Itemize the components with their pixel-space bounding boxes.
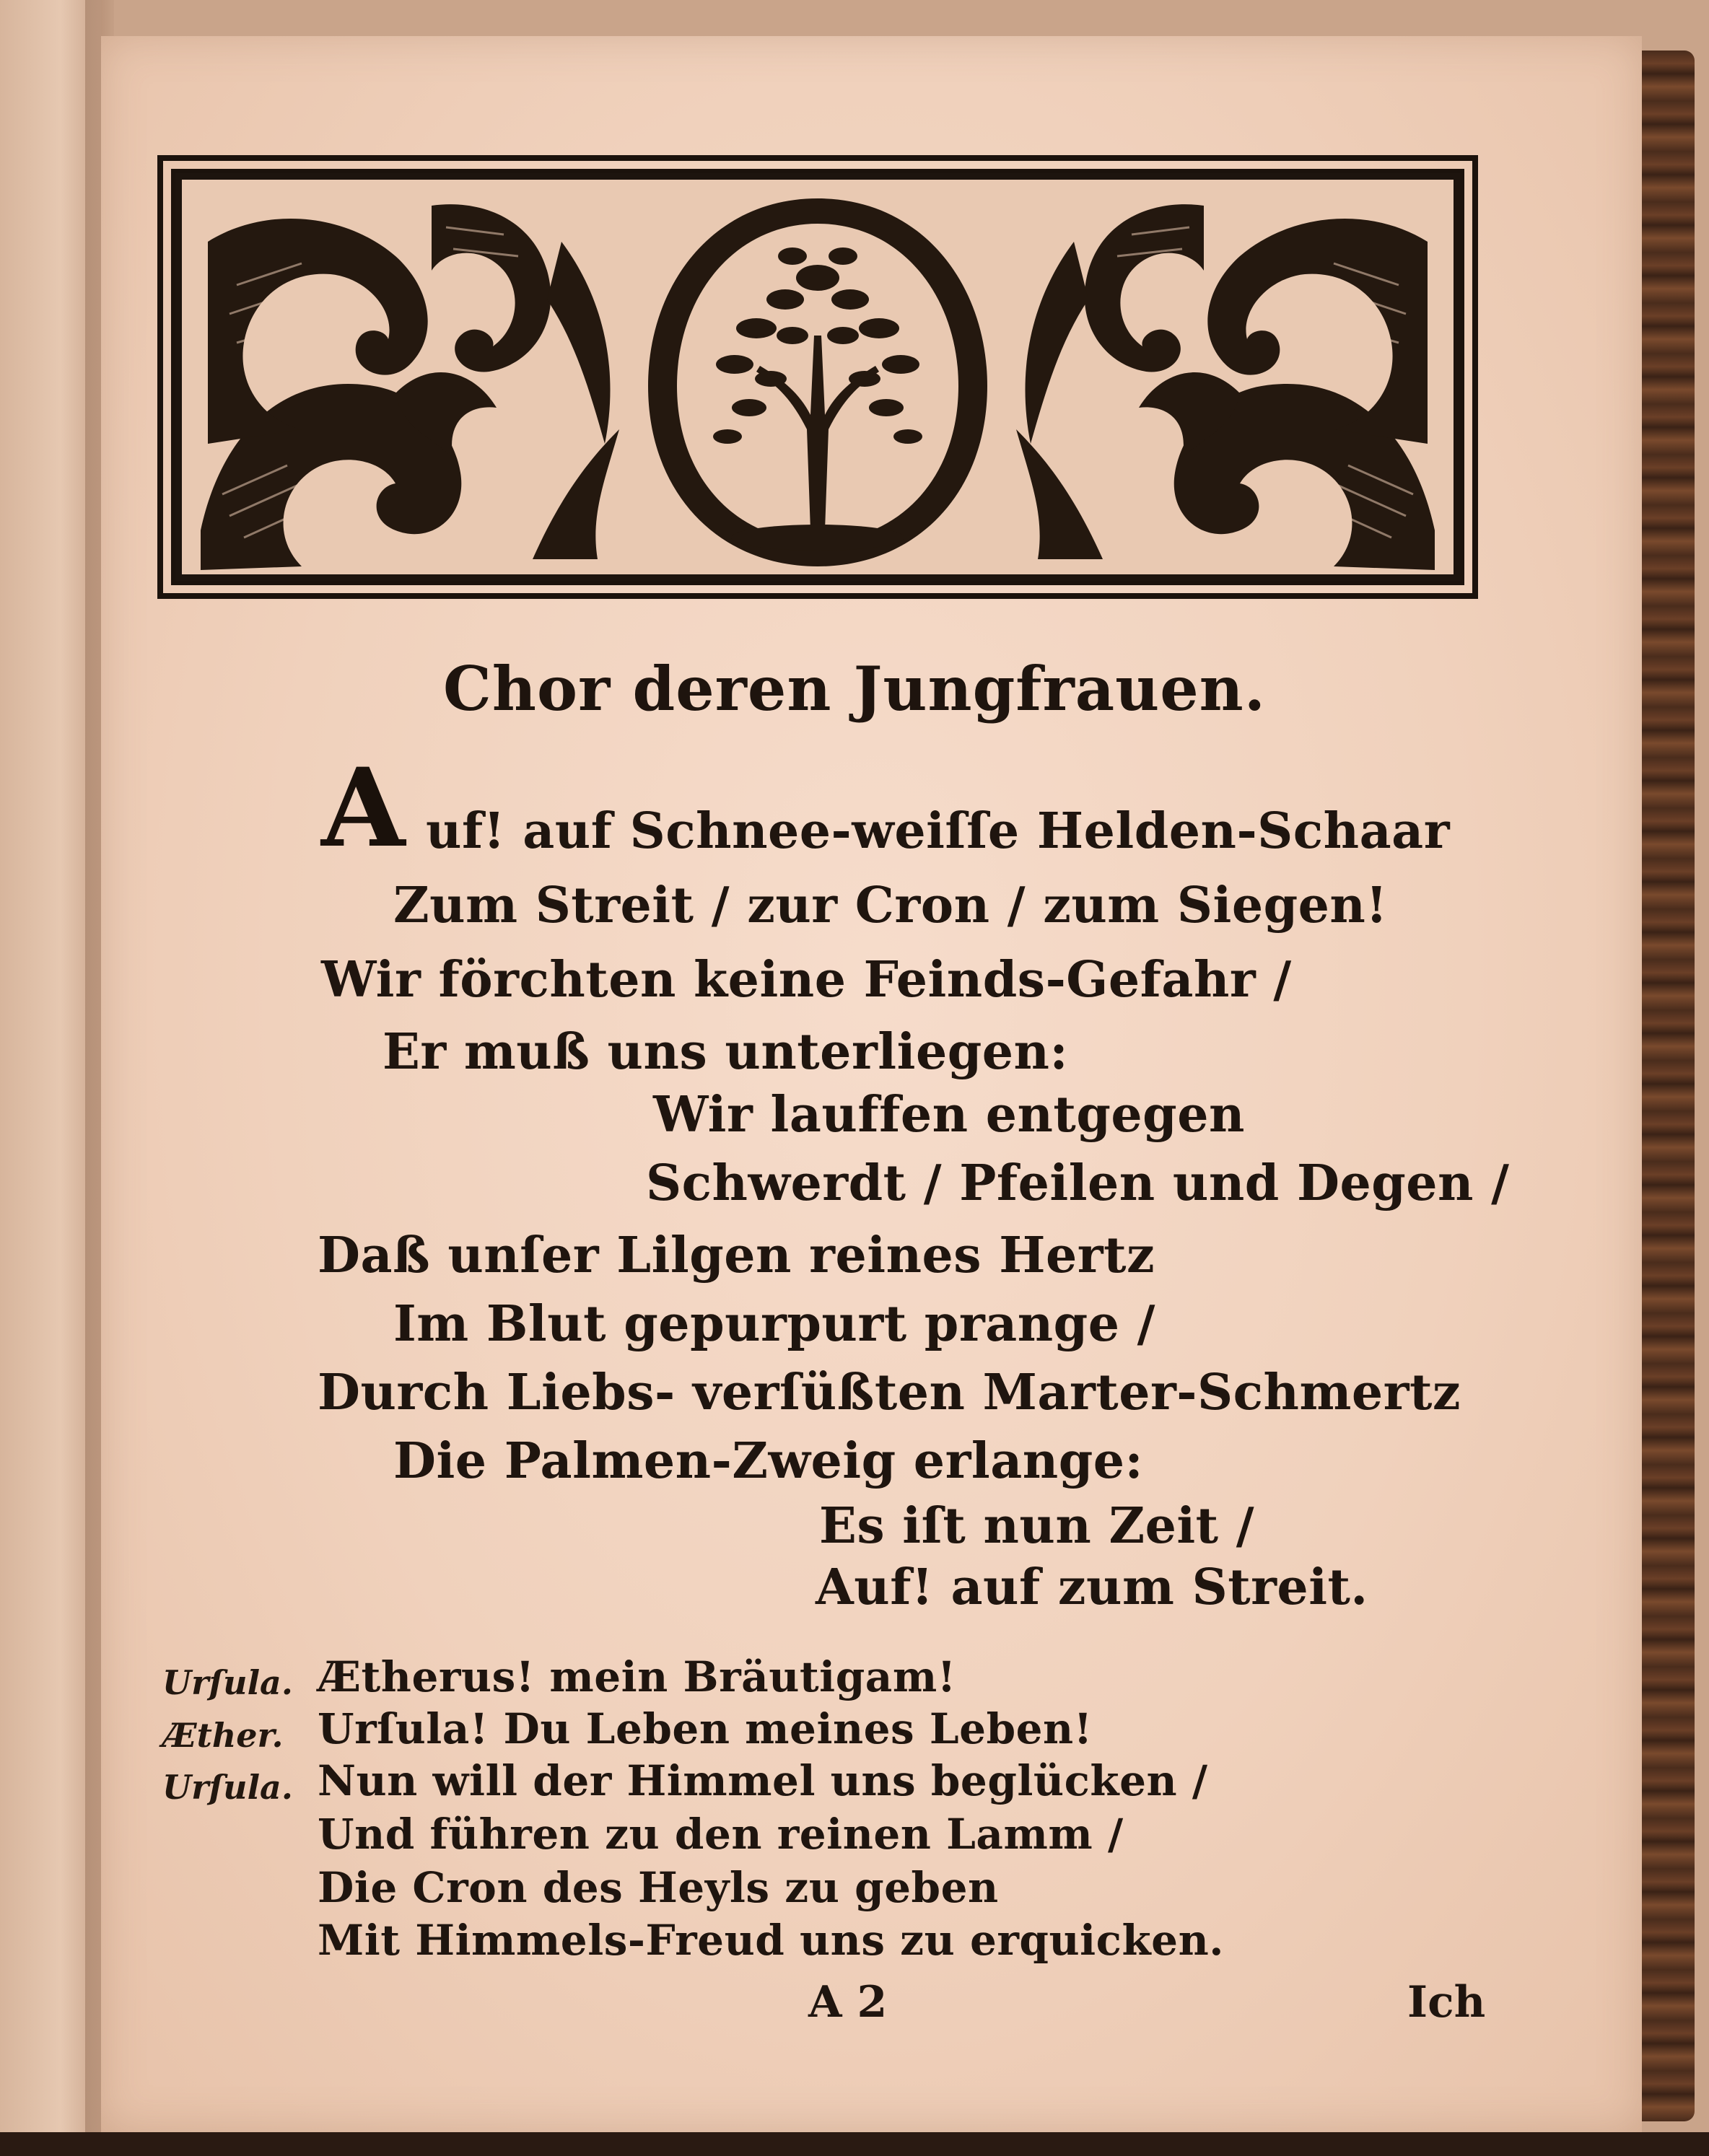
signature-mark: A 2 [808, 1977, 888, 2028]
verse-line: Zum Streit / zur Cron / zum Siegen! [393, 877, 1388, 934]
speaker-label: Urſula. [162, 1768, 293, 1807]
dialogue-line: Urſula! Du Leben meines Leben! [318, 1704, 1093, 1753]
verse-line: Daß unſer Lilgen reines Hertz [318, 1227, 1155, 1284]
speaker-label: Urſula. [162, 1663, 293, 1702]
verse-line: Wir lauffen entgegen [653, 1086, 1245, 1144]
dialogue-line: Die Cron des Heyls zu geben [318, 1863, 999, 1912]
verse-line: Er muß uns unterliegen: [383, 1023, 1069, 1081]
verse-line: Im Blut gepurpurt prange / [393, 1295, 1155, 1353]
drop-cap-initial: A [321, 745, 406, 872]
verse-line: uf! auf Schnee-weiſſe Helden-Schaar [426, 802, 1451, 860]
dialogue-line: Mit Himmels-Freud uns zu erquicken. [318, 1916, 1224, 1965]
verse-line: Schwerdt / Pfeilen und Degen / [646, 1154, 1510, 1212]
catchword: Ich [1407, 1977, 1486, 2028]
page-title: Chor deren Jungfrauen. [443, 653, 1266, 724]
verse-line: Auf! auf zum Streit. [816, 1559, 1368, 1616]
verse-line: Durch Liebs- verſüßten Marter-Schmertz [318, 1364, 1461, 1421]
dialogue-line: Und führen zu den reinen Lamm / [318, 1810, 1124, 1859]
verse-line: Die Palmen-Zweig erlange: [393, 1432, 1144, 1490]
verse-line: Es iſt nun Zeit / [819, 1497, 1255, 1555]
speaker-label: Æther. [162, 1716, 284, 1755]
verse-line: Wir förchten keine Feinds-Gefahr / [321, 951, 1292, 1009]
dialogue-line: Nun will der Himmel uns beglücken / [318, 1756, 1208, 1805]
dialogue-line: Ætherus! mein Bräutigam! [318, 1652, 956, 1701]
